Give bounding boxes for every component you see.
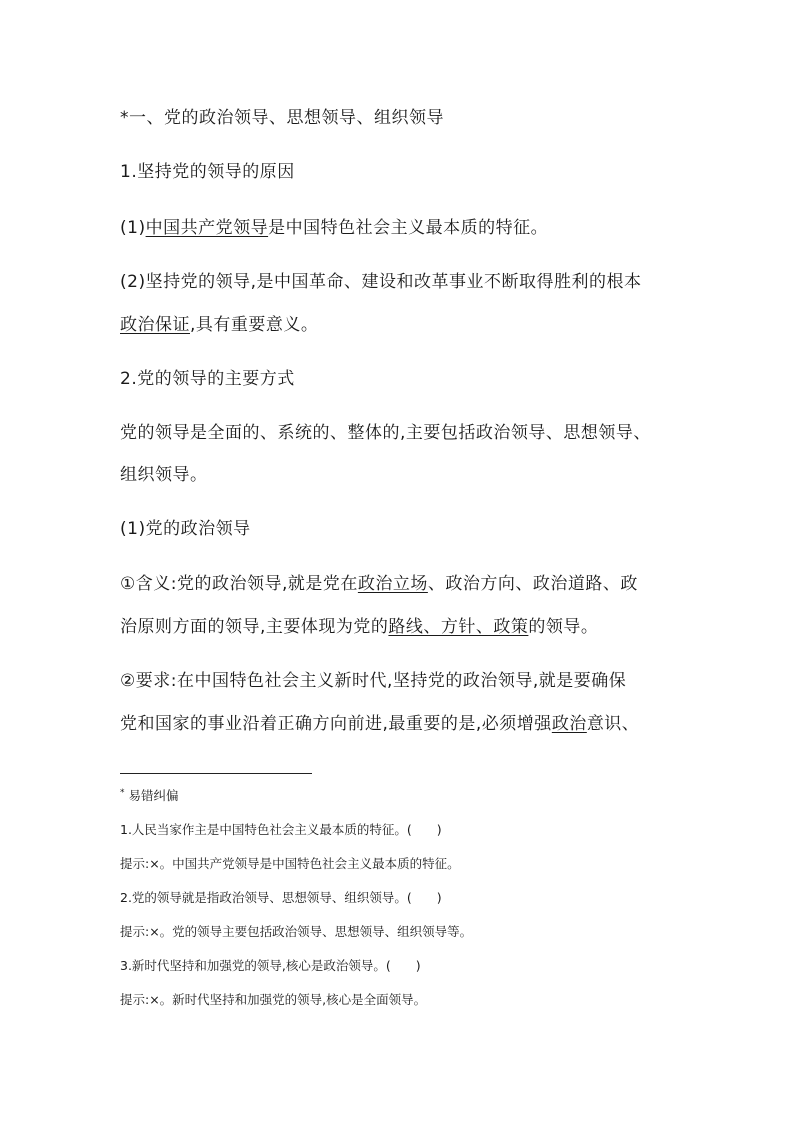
underlined-term: 政治保证 — [120, 315, 190, 335]
footnote-answer-3: 提示:×。新时代坚持和加强党的领导,核心是全面领导。 — [120, 992, 427, 1007]
underlined-term: 路线、方针、政策 — [388, 617, 529, 637]
paragraph-3-line-1: 党的领导是全面的、系统的、整体的,主要包括政治领导、思想领导、 — [120, 423, 651, 443]
footnote-marker: * — [120, 787, 125, 798]
subsection-title-1: 1.坚持党的领导的原因 — [120, 162, 295, 182]
footnote-answer-1: 提示:×。中国共产党领导是中国特色社会主义最本质的特征。 — [120, 856, 460, 871]
paragraph-3-line-2: 组织领导。 — [120, 465, 208, 485]
underlined-term: 中国共产党领导 — [145, 218, 269, 238]
subsection-title-2: 2.党的领导的主要方式 — [120, 369, 295, 389]
sub-subsection-title: (1)党的政治领导 — [120, 519, 251, 539]
footnote-divider — [120, 773, 312, 774]
paragraph-5-line-1: ②要求:在中国特色社会主义新时代,坚持党的政治领导,就是要确保 — [120, 671, 627, 691]
footnote-ref-marker: * — [120, 108, 129, 128]
underlined-term: 政治立场 — [357, 574, 428, 594]
paragraph-2-line-2: 政治保证,具有重要意义。 — [120, 315, 319, 335]
underlined-term: 政治 — [551, 714, 587, 734]
footnote-title: * 易错纠偏 — [120, 787, 179, 803]
paragraph-4-line-1: ①含义:党的政治领导,就是党在政治立场、政治方向、政治道路、政 — [120, 574, 638, 594]
section-heading: *一、党的政治领导、思想领导、组织领导 — [120, 108, 444, 128]
footnote-question-1: 1.人民当家作主是中国特色社会主义最本质的特征。( ) — [120, 822, 442, 837]
paragraph-5-line-2: 党和国家的事业沿着正确方向前进,最重要的是,必须增强政治意识、 — [120, 714, 640, 734]
footnote-question-3: 3.新时代坚持和加强党的领导,核心是政治领导。( ) — [120, 958, 421, 973]
paragraph-2-line-1: (2)坚持党的领导,是中国革命、建设和改革事业不断取得胜利的根本 — [120, 272, 642, 292]
paragraph-4-line-2: 治原则方面的领导,主要体现为党的路线、方针、政策的领导。 — [120, 617, 599, 637]
paragraph-1: (1)中国共产党领导是中国特色社会主义最本质的特征。 — [120, 218, 549, 238]
footnote-question-2: 2.党的领导就是指政治领导、思想领导、组织领导。( ) — [120, 890, 442, 905]
footnote-answer-2: 提示:×。党的领导主要包括政治领导、思想领导、组织领导等。 — [120, 924, 473, 939]
